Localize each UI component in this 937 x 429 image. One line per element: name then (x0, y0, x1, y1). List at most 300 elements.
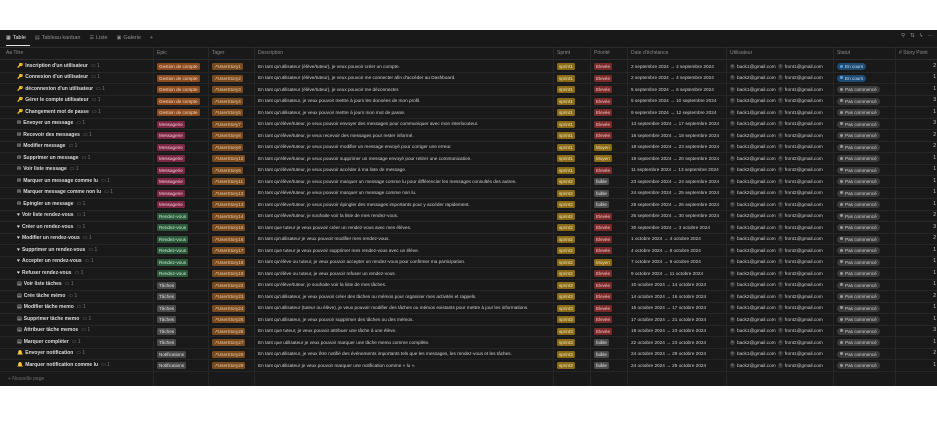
tab-0[interactable] (6, 35, 26, 41)
row-title[interactable] (17, 362, 152, 369)
status-badge[interactable] (837, 86, 880, 93)
sprint-tag[interactable]: sprint3 (559, 363, 573, 368)
assignee-email: back1@gmail.com (737, 236, 776, 241)
col-assignee-header[interactable]: Utilisateur (730, 50, 753, 56)
row-title[interactable] (17, 97, 152, 104)
assignees[interactable] (730, 293, 832, 300)
priority-tag[interactable]: Elevée (596, 87, 611, 92)
row-description: En tant qu'élève/tuteur, je veux pouvoir envoyer des messages pour communiquer avec mon interlocuteur. (258, 121, 479, 126)
task-link[interactable] (212, 109, 243, 116)
avatar: f (778, 282, 783, 287)
row-title[interactable] (17, 304, 152, 311)
epic-tag[interactable]: Messagerie (159, 167, 183, 173)
table-row[interactable] (0, 107, 937, 119)
col-status-header[interactable]: Statut (837, 50, 851, 56)
col-story-points-header[interactable]: # Story Point (899, 50, 928, 56)
epic-tag[interactable]: Tâches (159, 317, 175, 322)
sort-icon[interactable]: ⇅ (909, 33, 915, 39)
status-badge[interactable] (837, 362, 880, 369)
row-title[interactable] (17, 155, 152, 162)
assignees[interactable] (730, 189, 832, 196)
sprint-tag[interactable]: sprint2 (559, 225, 573, 230)
col-title-header[interactable]: Aa Titre (6, 50, 24, 56)
due-date-range[interactable]: 7 octobre 2024 → 9 octobre 2024 (631, 259, 701, 264)
tab-2[interactable] (89, 35, 107, 41)
table-row[interactable] (0, 349, 937, 361)
status-label: Pas commencé (845, 98, 877, 104)
sprint-tag[interactable]: sprint3 (559, 351, 573, 357)
task-link[interactable] (212, 167, 243, 174)
comment-icon: ▭ (69, 166, 76, 172)
priority-tag[interactable]: Elevée (596, 225, 611, 230)
priority-tag[interactable]: Elevée (596, 98, 611, 104)
row-title[interactable] (17, 339, 152, 346)
priority-tag[interactable]: Elevée (596, 305, 611, 311)
row-title[interactable] (17, 189, 152, 196)
sprint-tag[interactable]: sprint2 (559, 213, 573, 219)
table-row[interactable] (0, 280, 937, 292)
priority-tag[interactable]: Elevée (596, 271, 611, 276)
sprint-tag[interactable]: sprint3 (559, 340, 573, 345)
priority-tag[interactable]: Elevée (596, 213, 611, 219)
sprint-tag[interactable]: sprint3 (559, 317, 573, 322)
col-epic-header[interactable]: Epic (157, 50, 167, 56)
task-link[interactable] (212, 316, 245, 323)
task-link[interactable] (212, 339, 245, 346)
sprint-tag[interactable]: sprint1 (559, 144, 573, 150)
task-link[interactable] (212, 98, 243, 105)
col-sprint-header[interactable]: Sprint (557, 50, 571, 56)
status-badge[interactable] (837, 63, 866, 70)
priority-tag[interactable]: faible (596, 340, 607, 345)
task-link[interactable] (212, 293, 245, 300)
task-label: UserStory25 (217, 317, 244, 322)
assignees[interactable] (730, 281, 832, 288)
assignees[interactable] (730, 109, 832, 116)
table-row[interactable] (0, 176, 937, 188)
table-row[interactable] (0, 153, 937, 165)
row-title-text: Envoyer notification (25, 350, 74, 356)
priority-tag[interactable]: Elevée (596, 282, 611, 288)
due-date-range[interactable]: 26 septembre 2024 → 30 septembre 2024 (631, 213, 720, 218)
epic-tag[interactable]: Rendez-vous (159, 213, 187, 219)
status-badge[interactable] (837, 224, 880, 231)
sprint-tag[interactable]: sprint2 (559, 248, 573, 253)
row-title[interactable] (17, 86, 152, 93)
due-date-range[interactable]: 24 octobre 2024 → 29 octobre 2024 (631, 351, 707, 356)
status-badge[interactable] (837, 293, 880, 300)
task-link[interactable] (212, 201, 245, 208)
assignees[interactable] (730, 327, 832, 334)
epic-tag[interactable]: Rendez-vous (159, 271, 187, 276)
sprint-tag[interactable]: sprint2 (559, 190, 573, 196)
assignees[interactable] (730, 155, 832, 162)
row-title[interactable] (17, 143, 152, 150)
row-title-text: Modifier tâche memo (23, 304, 74, 310)
assignee-email: back1@gmail.com (737, 63, 776, 69)
due-date-range[interactable]: 9 septembre 2024 → 12 septembre 2024 (631, 109, 717, 115)
sprint-tag[interactable]: sprint3 (559, 305, 573, 311)
sprint-tag[interactable]: sprint2 (559, 179, 573, 184)
assignees[interactable] (730, 339, 832, 346)
status-badge[interactable] (837, 75, 866, 82)
row-title[interactable] (17, 120, 152, 127)
priority-tag[interactable]: faible (596, 179, 607, 184)
assignees[interactable] (730, 304, 832, 311)
task-link[interactable] (212, 247, 245, 254)
epic-tag[interactable]: Gestion de compte (159, 87, 198, 92)
task-link[interactable] (212, 121, 243, 128)
row-title[interactable] (17, 293, 152, 300)
row-title[interactable] (17, 201, 152, 208)
row-title[interactable] (17, 350, 152, 357)
avatar: f (778, 202, 783, 207)
assignees[interactable] (730, 201, 832, 208)
comment-icon: ▭ (76, 120, 83, 126)
status-badge[interactable] (837, 144, 880, 151)
sprint-tag[interactable]: sprint1 (559, 98, 573, 104)
status-badge[interactable] (837, 98, 880, 105)
table-row[interactable] (0, 61, 937, 73)
due-date-range[interactable]: 1 octobre 2024 → 4 octobre 2024 (631, 236, 701, 241)
task-link[interactable] (212, 86, 243, 93)
task-link[interactable] (212, 305, 245, 312)
row-title[interactable] (17, 63, 152, 70)
due-date-range[interactable]: 9 octobre 2024 → 11 octobre 2024 (631, 270, 704, 276)
tab-3[interactable] (117, 35, 141, 41)
table-row[interactable] (0, 314, 937, 326)
row-title[interactable] (17, 224, 152, 231)
due-date-range[interactable]: 5 septembre 2024 → 6 septembre 2024 (631, 86, 714, 92)
link-icon: ↗ (214, 213, 218, 219)
task-link[interactable] (212, 144, 243, 151)
assignees[interactable] (730, 316, 832, 323)
due-date-range[interactable]: 23 septembre 2024 → 24 septembre 2024 (631, 178, 720, 184)
status-badge[interactable] (837, 132, 880, 139)
comment-count-value: 1 (74, 292, 78, 299)
table-row[interactable] (0, 360, 937, 372)
new-page-button[interactable]: + Nouvelle page (8, 376, 45, 382)
sprint-tag[interactable]: sprint1 (559, 110, 573, 115)
task-link[interactable] (212, 270, 245, 277)
due-date-range[interactable]: 2 septembre 2024 → 4 septembre 2024 (631, 75, 714, 80)
epic-tag[interactable]: Tâches (159, 340, 175, 345)
link-icon: ↗ (214, 121, 218, 127)
table-row[interactable] (0, 234, 937, 246)
col-description-header[interactable]: Description (258, 50, 284, 56)
avatar: b (731, 328, 734, 332)
table-row[interactable] (0, 326, 937, 338)
table-row[interactable] (0, 165, 937, 177)
book-icon: ▤ (17, 315, 22, 322)
task-label: UserStory18 (217, 259, 244, 265)
row-title[interactable] (17, 316, 152, 323)
due-date-range[interactable]: 2 septembre 2024 → 4 septembre 2024 (631, 63, 714, 69)
status-badge[interactable] (837, 328, 880, 335)
sprint-tag[interactable]: sprint1 (559, 156, 573, 161)
epic-tag[interactable]: Notifications (159, 351, 185, 357)
task-link[interactable] (212, 362, 245, 369)
sprint-tag[interactable]: sprint2 (559, 259, 573, 265)
due-date-range[interactable]: 24 octobre 2024 → 25 octobre 2024 (631, 362, 707, 368)
table-row[interactable] (0, 245, 937, 257)
table-row[interactable] (0, 337, 937, 349)
epic-tag[interactable]: Messagerie (159, 179, 183, 184)
epic-tag[interactable]: Rendez-vous (159, 259, 187, 265)
status-badge[interactable] (837, 282, 880, 289)
due-date-range[interactable]: 18 octobre 2024 → 23 octobre 2024 (631, 328, 707, 333)
add-view-button[interactable]: + (150, 35, 154, 41)
task-link[interactable] (212, 259, 245, 266)
task-link[interactable] (212, 178, 245, 185)
avatar: f (778, 87, 783, 92)
epic-tag[interactable]: Messagerie (159, 190, 183, 196)
status-badge[interactable] (837, 247, 880, 254)
epic-tag[interactable]: Rendez-vous (159, 225, 187, 230)
priority-tag[interactable]: Elevée (596, 328, 611, 334)
task-link[interactable] (212, 213, 245, 220)
due-date-range[interactable]: 14 octobre 2024 → 16 octobre 2024 (631, 293, 707, 299)
assignees[interactable] (730, 362, 832, 369)
assignees[interactable] (730, 178, 832, 185)
sprint-tag[interactable]: sprint3 (559, 282, 573, 288)
priority-tag[interactable]: Elevée (596, 64, 611, 69)
task-link[interactable] (212, 155, 245, 162)
heart-icon: ♥ (17, 246, 20, 253)
row-title-text: Epingler un message (23, 200, 74, 207)
table-row[interactable] (0, 291, 937, 303)
epic-tag[interactable]: Tâches (159, 294, 175, 299)
epic-tag[interactable]: Gestion de compte (159, 98, 198, 104)
avatar: f (778, 167, 783, 172)
task-link[interactable] (212, 328, 245, 335)
avatar: b (731, 247, 734, 252)
assignee-email: front1@gmail.com (784, 328, 823, 333)
filter-icon[interactable]: ⚲ (900, 33, 905, 39)
due-date-range[interactable]: 19 septembre 2024 → 20 septembre 2024 (631, 155, 720, 161)
sprint-tag[interactable]: sprint2 (559, 271, 573, 276)
task-link[interactable] (212, 351, 245, 358)
priority-tag[interactable]: faible (596, 351, 607, 357)
avatar: f (778, 259, 783, 264)
epic-tag[interactable]: Rendez-vous (159, 248, 187, 253)
table-row[interactable] (0, 96, 937, 108)
sprint-tag[interactable]: sprint1 (559, 121, 573, 127)
due-date-range[interactable]: 25 septembre 2024 → 26 septembre 2024 (631, 201, 720, 207)
status-badge[interactable] (837, 190, 880, 197)
epic-tag[interactable]: Tâches (159, 305, 175, 311)
table-row[interactable] (0, 222, 937, 234)
due-date-range[interactable]: 4 octobre 2024 → 8 octobre 2024 (631, 247, 701, 253)
priority-tag[interactable]: Moyen (596, 259, 610, 265)
table-row[interactable] (0, 257, 937, 269)
assignees[interactable] (730, 63, 832, 70)
task-link[interactable] (212, 236, 245, 243)
status-badge[interactable] (837, 305, 880, 312)
row-title[interactable] (17, 258, 152, 265)
due-date-range[interactable]: 24 septembre 2024 → 25 septembre 2024 (631, 190, 720, 195)
table-row[interactable] (0, 268, 937, 280)
epic-tag[interactable]: Messagerie (159, 144, 183, 150)
status-badge[interactable] (837, 121, 880, 128)
priority-tag[interactable]: Elevée (596, 133, 611, 138)
priority-tag[interactable]: faible (596, 202, 607, 207)
story-points: 2 (933, 143, 936, 149)
mail-icon: ✉ (17, 131, 22, 138)
sprint-tag[interactable]: sprint1 (559, 75, 573, 81)
due-date-range[interactable]: 13 septembre 2024 → 17 septembre 2024 (631, 121, 720, 126)
status-label: Pas commencé (845, 225, 877, 230)
table-row[interactable] (0, 73, 937, 85)
status-badge[interactable] (837, 109, 880, 116)
avatar: f (778, 271, 783, 276)
row-title[interactable] (17, 132, 152, 139)
row-title-text: Marquer un message comme lu (23, 177, 98, 184)
priority-tag[interactable]: Elevée (596, 294, 611, 299)
row-title[interactable] (17, 109, 152, 116)
status-badge[interactable] (837, 236, 880, 243)
status-badge[interactable] (837, 155, 880, 162)
priority-tag[interactable]: Moyen (596, 144, 610, 150)
status-badge[interactable] (837, 316, 880, 323)
col-task-header[interactable]: Tager (212, 50, 225, 56)
table-row[interactable] (0, 211, 937, 223)
task-link[interactable] (212, 190, 245, 197)
row-title[interactable] (17, 166, 152, 173)
tab-1[interactable] (35, 35, 81, 41)
assignees[interactable] (730, 97, 832, 104)
sprint-tag[interactable]: sprint1 (559, 87, 573, 92)
assignees[interactable] (730, 143, 832, 150)
assignees[interactable] (730, 132, 832, 139)
assignees[interactable] (730, 235, 832, 242)
due-date-range[interactable]: 17 octobre 2024 → 21 octobre 2024 (631, 316, 707, 322)
priority-tag[interactable]: Elevée (596, 167, 611, 173)
assignees[interactable] (730, 247, 832, 254)
sprint-tag[interactable]: sprint1 (559, 167, 573, 173)
due-date-range[interactable]: 18 septembre 2024 → 23 septembre 2024 (631, 144, 720, 149)
due-date-range[interactable]: 22 octobre 2024 → 23 octobre 2024 (631, 339, 707, 345)
due-date-range[interactable]: 30 septembre 2024 → 3 octobre 2024 (631, 224, 710, 230)
assignees[interactable] (730, 86, 832, 93)
table-row[interactable] (0, 199, 937, 211)
more-icon[interactable]: ⋯ (927, 33, 933, 39)
priority-tag[interactable]: Elevée (596, 248, 611, 253)
avatar: b (731, 155, 734, 160)
epic-tag[interactable]: Messagerie (159, 121, 183, 127)
epic-tag[interactable]: Gestion de compte (159, 75, 198, 81)
due-date-range[interactable]: 5 septembre 2024 → 10 septembre 2024 (631, 98, 717, 103)
epic-tag[interactable]: Tâches (159, 282, 175, 288)
task-link[interactable] (212, 63, 243, 70)
assignees[interactable] (730, 258, 832, 265)
row-title[interactable] (17, 178, 152, 185)
priority-tag[interactable]: faible (596, 190, 607, 196)
sprint-tag[interactable]: sprint3 (559, 294, 573, 299)
status-badge[interactable] (837, 167, 880, 174)
row-title[interactable] (17, 247, 152, 254)
due-date-range[interactable]: 10 octobre 2024 → 14 octobre 2024 (631, 282, 707, 287)
view-tab-label: Liste (95, 35, 108, 41)
table-row[interactable] (0, 84, 937, 96)
table-row[interactable] (0, 142, 937, 154)
status-badge[interactable] (837, 178, 880, 185)
epic-tag[interactable]: Notifications (159, 363, 185, 368)
row-title[interactable] (17, 327, 152, 334)
status-badge[interactable] (837, 270, 880, 277)
priority-tag[interactable]: Elevée (596, 317, 611, 322)
comment-icon: ▭ (76, 200, 83, 207)
priority-tag[interactable]: Elevée (596, 110, 611, 115)
epic-tag[interactable]: Gestion de compte (159, 110, 198, 115)
task-link[interactable] (212, 75, 243, 82)
status-badge[interactable] (837, 201, 880, 208)
table-row[interactable] (0, 303, 937, 315)
epic-tag[interactable]: Messagerie (159, 202, 183, 207)
assignees[interactable] (730, 212, 832, 219)
epic-tag[interactable]: Messagerie (159, 133, 183, 138)
priority-tag[interactable]: Elevée (596, 236, 611, 242)
col-priority-header[interactable]: Priorité (594, 50, 610, 56)
due-date-range[interactable]: 15 octobre 2024 → 17 octobre 2024 (631, 305, 707, 310)
assignees[interactable] (730, 224, 832, 231)
epic-tag[interactable]: Rendez-vous (159, 236, 187, 242)
status-badge[interactable] (837, 339, 880, 346)
priority-tag[interactable]: Moyen (596, 156, 610, 161)
priority-tag[interactable]: Elevée (596, 75, 611, 81)
sprint-tag[interactable]: sprint2 (559, 236, 573, 242)
story-points: 2 (933, 212, 936, 218)
priority-tag[interactable]: Elevée (596, 121, 611, 127)
assignees[interactable] (730, 350, 832, 357)
epic-tag[interactable]: Gestion de compte (159, 64, 198, 69)
table-row[interactable] (0, 188, 937, 200)
task-link[interactable] (212, 224, 245, 231)
table-row[interactable] (0, 119, 937, 131)
status-dot-icon (840, 111, 843, 114)
epic-tag[interactable]: Tâches (159, 328, 175, 334)
assignees[interactable] (730, 166, 832, 173)
sprint-tag[interactable]: sprint3 (559, 328, 573, 334)
sprint-tag[interactable]: sprint1 (559, 64, 573, 69)
status-badge[interactable] (837, 351, 880, 358)
sprint-tag[interactable]: sprint1 (559, 133, 573, 138)
row-title[interactable] (17, 270, 152, 277)
status-badge[interactable] (837, 213, 880, 220)
status-dot-icon (840, 272, 843, 275)
row-title[interactable] (17, 235, 152, 242)
due-date-range[interactable]: 11 septembre 2024 → 13 septembre 2024 (631, 167, 719, 172)
comment-count-value: 1 (74, 143, 78, 149)
task-link[interactable] (212, 282, 245, 289)
assignees[interactable] (730, 74, 832, 81)
assignees[interactable] (730, 120, 832, 127)
col-dates-header[interactable]: Date d'échéance (631, 50, 669, 56)
task-link[interactable] (212, 132, 243, 139)
due-date-range[interactable]: 16 septembre 2024 → 18 septembre 2024 (631, 132, 720, 138)
status-badge[interactable] (837, 259, 880, 266)
row-title[interactable] (17, 74, 152, 81)
assignees[interactable] (730, 270, 832, 277)
automation-icon[interactable]: ϟ (919, 33, 923, 39)
table-row[interactable] (0, 130, 937, 142)
sprint-tag[interactable]: sprint2 (559, 202, 573, 207)
epic-tag[interactable]: Messagerie (159, 156, 183, 161)
row-title[interactable] (17, 281, 152, 288)
row-title[interactable] (17, 212, 152, 219)
assignee-email: front1@gmail.com (784, 236, 823, 241)
priority-tag[interactable]: faible (596, 363, 607, 368)
